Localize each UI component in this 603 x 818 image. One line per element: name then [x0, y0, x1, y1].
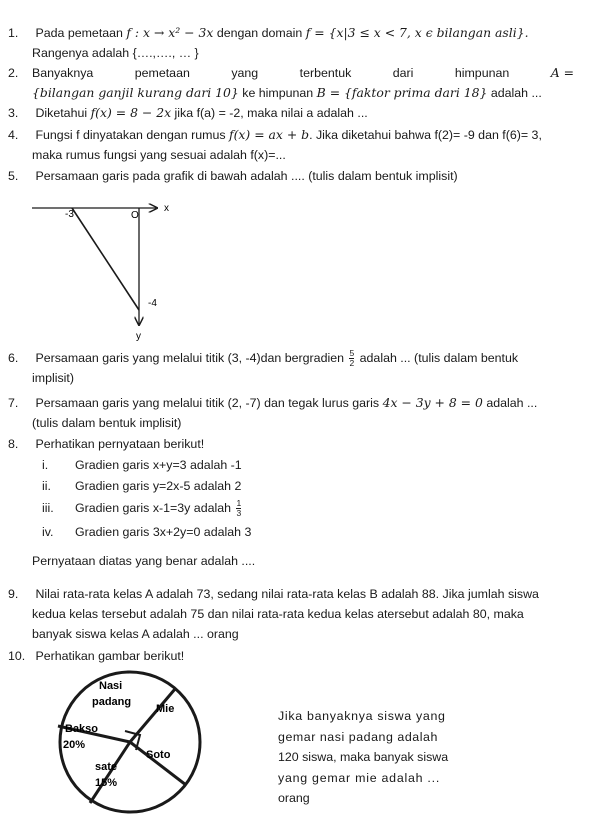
- x-axis-label: x: [164, 203, 169, 214]
- question-number: 2.: [8, 66, 19, 80]
- question-5: [8, 166, 574, 186]
- math-set-b: B = {faktor prima dari 18}: [316, 85, 488, 100]
- question-text: Persamaan garis pada grafik di bawah adalah .... (tulis dalam bentuk implisit): [35, 169, 458, 183]
- label-bakso: Bakso: [65, 723, 99, 735]
- word: himpunan: [454, 66, 510, 80]
- question-text: jika f(a) = -2, maka nilai a adalah ...: [174, 106, 368, 120]
- fraction: [349, 349, 354, 368]
- label-soto: Soto: [146, 749, 171, 761]
- math-set-a: {bilangan ganjil kurang dari 10}: [32, 85, 239, 100]
- desc-text: orang: [278, 791, 310, 805]
- justified-line: [32, 63, 574, 83]
- question-text: adalah ... (tulis dalam bentuk: [359, 351, 519, 365]
- question-text: Perhatikan gambar berikut!: [35, 649, 185, 663]
- fraction-denominator: 3: [236, 508, 242, 519]
- desc-text: yang gemar mie adalah ...: [278, 770, 441, 785]
- math-function: f(x) = 8 − 2x: [90, 105, 172, 120]
- graph-line: [72, 208, 139, 310]
- question-text: ke himpunan: [242, 86, 314, 100]
- line-graph: [28, 192, 188, 347]
- roman-numeral: ii.: [42, 479, 51, 493]
- roman-numeral: i.: [42, 458, 49, 472]
- y-axis-label: y: [136, 331, 141, 342]
- question-number: 8.: [8, 437, 19, 451]
- question-text: Persamaan garis yang melalui titik (2, -7) dan tegak lurus garis: [35, 396, 380, 410]
- math-function: f(x) = ax + b: [229, 127, 310, 142]
- origin-label: O: [131, 210, 139, 221]
- y-intercept-label: -4: [148, 298, 157, 309]
- label-sate: sate: [95, 761, 118, 773]
- question-text: dengan domain: [216, 26, 303, 40]
- fraction-denominator: 2: [349, 358, 355, 369]
- statement-item: [42, 498, 243, 518]
- question-1: [8, 23, 574, 63]
- question-8: [8, 434, 574, 454]
- word: pemetaan: [134, 66, 190, 80]
- question-text: Persamaan garis yang melalui titik (3, -4)dan bergradien: [35, 351, 344, 365]
- question-number: 1.: [8, 26, 19, 40]
- statement-text: Gradien garis x-1=3y adalah: [75, 501, 232, 515]
- question-text: Pernyataan diatas yang benar adalah ....: [32, 554, 256, 568]
- statement-text: Gradien garis 3x+2y=0 adalah 3: [75, 525, 252, 539]
- desc-text: gemar nasi padang adalah: [278, 729, 438, 744]
- math-equation: 4x − 3y + 8 = 0: [382, 395, 483, 410]
- question-4: [8, 125, 574, 165]
- label-padang: padang: [92, 696, 132, 708]
- desc-line: [278, 706, 453, 727]
- question-number: 3.: [8, 106, 19, 120]
- question-text: adalah ...: [486, 396, 538, 410]
- math-mapping: f : x → x² − 3x: [126, 25, 214, 40]
- question-text: Diketahui: [35, 106, 88, 120]
- question-number: 5.: [8, 169, 19, 183]
- statement-text: Gradien garis x+y=3 adalah -1: [75, 458, 242, 472]
- question-text: adalah ...: [490, 86, 542, 100]
- word: yang: [231, 66, 259, 80]
- roman-numeral: iv.: [42, 525, 54, 539]
- question-text: Nilai rata-rata kelas A adalah 73, sedang nilai rata-rata kelas B adalah 88. Jika jumlah siswa: [35, 587, 539, 601]
- question-6: [8, 348, 574, 388]
- label-nasi: Nasi: [99, 680, 123, 692]
- question-8-prompt: [8, 551, 574, 571]
- desc-text: 120 siswa, maka banyak siswa: [278, 750, 449, 764]
- question-9: [8, 584, 574, 644]
- question-number: 10.: [8, 649, 26, 663]
- question-10: [8, 646, 574, 666]
- roman-numeral: iii.: [42, 501, 54, 515]
- question-text: maka rumus fungsi yang sesuai adalah f(x)=...: [32, 148, 286, 162]
- question-text: Rangenya adalah {….,…., … }: [32, 46, 199, 60]
- desc-text: Jika banyaknya siswa yang: [278, 709, 446, 723]
- label-sate-percent: 15%: [95, 777, 118, 789]
- question-text: kedua kelas tersebut adalah 75 dan nilai rata-rata kedua kelas atersebut adalah 80, maka: [32, 607, 524, 621]
- question-text: Perhatikan pernyataan berikut!: [35, 437, 205, 451]
- word: dari: [392, 66, 414, 80]
- pie-chart: [50, 668, 210, 818]
- question-2: [8, 63, 574, 103]
- question-text: Pada pemetaan: [35, 26, 123, 40]
- question-7: [8, 393, 574, 433]
- question-text: Fungsi f dinyatakan dengan rumus: [35, 128, 226, 142]
- fraction-numerator: 1: [236, 498, 242, 509]
- statement-item: [42, 522, 251, 542]
- fraction: [236, 499, 241, 518]
- fraction-numerator: 5: [349, 348, 355, 359]
- statement-text: Gradien garis y=2x-5 adalah 2: [75, 479, 242, 493]
- x-intercept-label: -3: [65, 209, 74, 220]
- math-domain: f = {x|3 ≤ x < 7, x ϵ bilangan asli}.: [305, 25, 529, 40]
- question-number: 9.: [8, 587, 19, 601]
- question-number: 6.: [8, 351, 19, 365]
- statement-item: [42, 455, 242, 475]
- question-number: 4.: [8, 128, 19, 142]
- question-number: 7.: [8, 396, 19, 410]
- question-text: . Jika diketahui bahwa f(2)= -9 dan f(6)= 3,: [309, 128, 542, 142]
- label-mie: Mie: [156, 703, 175, 715]
- question-text: banyak siswa kelas A adalah ... orang: [32, 627, 239, 641]
- label-bakso-percent: 20%: [63, 739, 86, 751]
- question-10-description: [278, 706, 453, 809]
- question-text: (tulis dalam bentuk implisit): [32, 416, 182, 430]
- word: Banyaknya: [32, 66, 94, 80]
- question-3: [8, 103, 574, 123]
- word: terbentuk: [299, 66, 352, 80]
- question-text: implisit): [32, 371, 74, 386]
- statement-item: [42, 476, 241, 496]
- math-set-a-name: A =: [550, 65, 574, 80]
